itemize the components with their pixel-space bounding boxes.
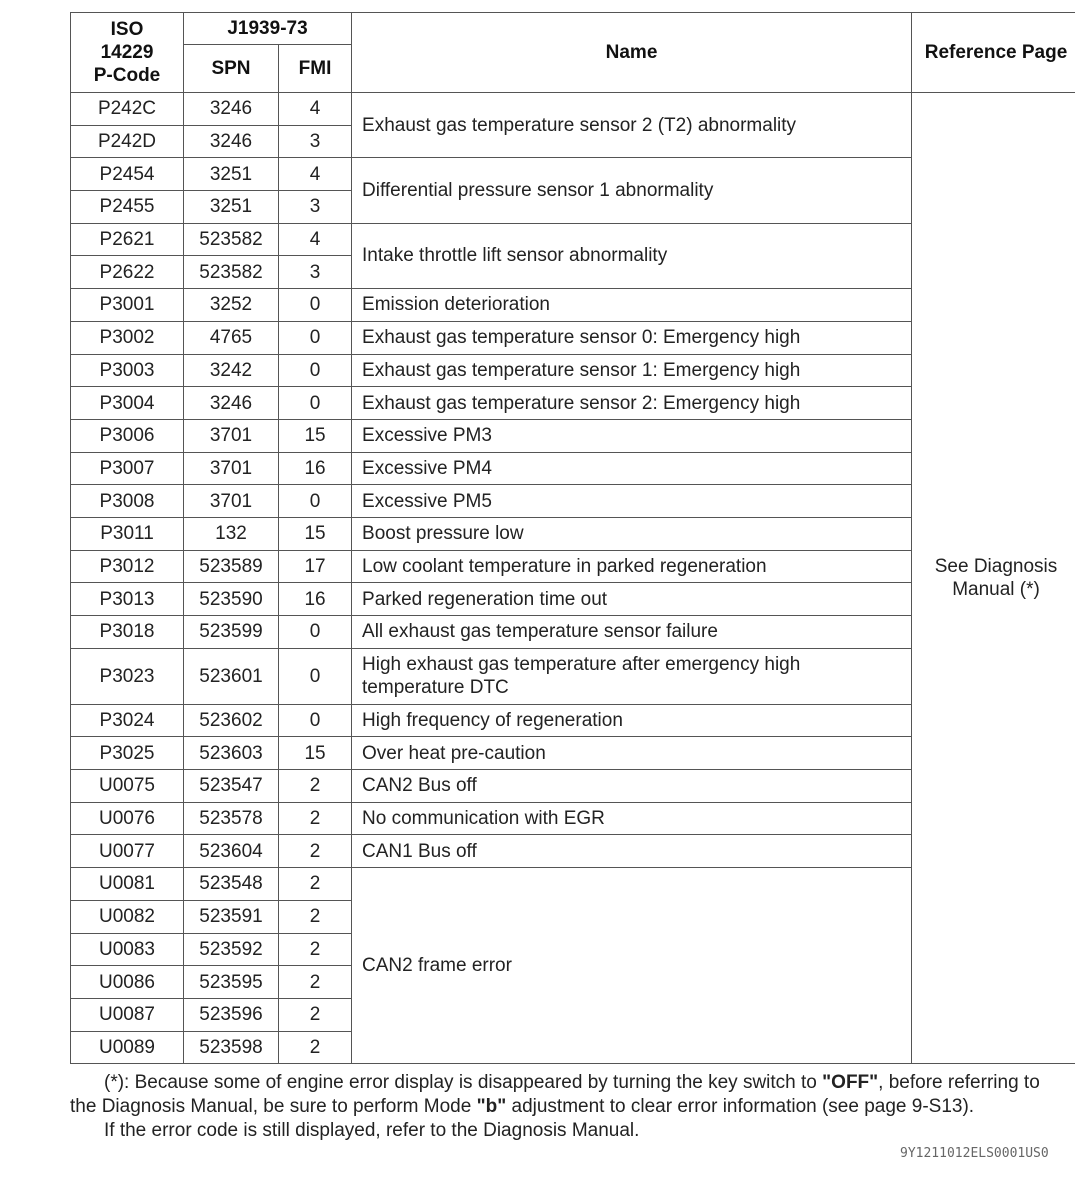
fmi-cell: 15: [279, 419, 352, 452]
table-header: [71, 13, 1075, 93]
name-cell: Excessive PM5: [352, 485, 912, 518]
fmi-cell: 3: [279, 256, 352, 289]
name-cell: Excessive PM4: [352, 452, 912, 485]
spn-cell: 523602: [184, 704, 279, 737]
fmi-cell: 4: [279, 158, 352, 191]
name-cell: CAN2 Bus off: [352, 770, 912, 803]
fmi-cell: 16: [279, 583, 352, 616]
p-code-cell: P3004: [71, 387, 184, 420]
footnote-bold: "OFF": [822, 1072, 879, 1093]
header-reference-page: Reference Page: [912, 13, 1075, 93]
p-code-cell: P3007: [71, 452, 184, 485]
spn-cell: 523592: [184, 933, 279, 966]
spn-cell: 132: [184, 517, 279, 550]
footnote-line-3: If the error code is still displayed, refer to the Diagnosis Manual.: [104, 1120, 640, 1141]
spn-cell: 523590: [184, 583, 279, 616]
fmi-cell: 4: [279, 223, 352, 256]
p-code-cell: U0077: [71, 835, 184, 868]
p-code-cell: P2455: [71, 191, 184, 224]
spn-cell: 3246: [184, 387, 279, 420]
fmi-cell: 2: [279, 966, 352, 999]
table-body: [71, 93, 1075, 1064]
header-j1939: J1939-73: [184, 13, 352, 45]
spn-cell: 3246: [184, 93, 279, 126]
p-code-cell: P3024: [71, 704, 184, 737]
header-spn: SPN: [184, 45, 279, 93]
fmi-cell: 2: [279, 900, 352, 933]
footnote-text: the Diagnosis Manual, be sure to perform Mode: [70, 1096, 477, 1117]
fmi-cell: 17: [279, 550, 352, 583]
p-code-cell: P3003: [71, 354, 184, 387]
fmi-cell: 0: [279, 704, 352, 737]
fmi-cell: 2: [279, 770, 352, 803]
footnote-line-1: [70, 1071, 1075, 1095]
spn-cell: 3251: [184, 158, 279, 191]
footnote-text: adjustment to clear error information (see page 9-S13).: [506, 1096, 975, 1117]
name-cell: Exhaust gas temperature sensor 0: Emergency high: [352, 321, 912, 354]
spn-cell: 523601: [184, 648, 279, 704]
fmi-cell: 4: [279, 93, 352, 126]
p-code-cell: U0086: [71, 966, 184, 999]
header-iso-pcode: ISO 14229 P-Code: [71, 13, 184, 93]
name-cell: Boost pressure low: [352, 517, 912, 550]
name-cell: Low coolant temperature in parked regeneration: [352, 550, 912, 583]
fmi-cell: 0: [279, 485, 352, 518]
name-cell: Intake throttle lift sensor abnormality: [352, 223, 912, 288]
spn-cell: 523599: [184, 616, 279, 649]
fmi-cell: 2: [279, 998, 352, 1031]
p-code-cell: P3012: [71, 550, 184, 583]
name-cell: Exhaust gas temperature sensor 1: Emergency high: [352, 354, 912, 387]
name-cell: High frequency of regeneration: [352, 704, 912, 737]
fmi-cell: 2: [279, 868, 352, 901]
name-cell: Over heat pre-caution: [352, 737, 912, 770]
p-code-cell: P3018: [71, 616, 184, 649]
spn-cell: 3701: [184, 419, 279, 452]
name-cell: Excessive PM3: [352, 419, 912, 452]
p-code-cell: P3011: [71, 517, 184, 550]
footnotes: [70, 1071, 1075, 1143]
p-code-cell: P3008: [71, 485, 184, 518]
spn-cell: 523603: [184, 737, 279, 770]
fmi-cell: 15: [279, 737, 352, 770]
p-code-cell: U0081: [71, 868, 184, 901]
p-code-cell: P2621: [71, 223, 184, 256]
fmi-cell: 3: [279, 191, 352, 224]
fmi-cell: 0: [279, 648, 352, 704]
fmi-cell: 2: [279, 802, 352, 835]
fmi-cell: 0: [279, 354, 352, 387]
spn-cell: 3701: [184, 452, 279, 485]
name-cell: Parked regeneration time out: [352, 583, 912, 616]
p-code-cell: P3006: [71, 419, 184, 452]
footnote-line-2: [70, 1095, 1075, 1119]
p-code-cell: P2454: [71, 158, 184, 191]
fmi-cell: 3: [279, 125, 352, 158]
spn-cell: 523595: [184, 966, 279, 999]
spn-cell: 4765: [184, 321, 279, 354]
p-code-cell: U0087: [71, 998, 184, 1031]
p-code-cell: U0076: [71, 802, 184, 835]
footnote-bold: "b": [476, 1096, 507, 1117]
fmi-cell: 2: [279, 1031, 352, 1064]
p-code-cell: P3025: [71, 737, 184, 770]
p-code-cell: P3023: [71, 648, 184, 704]
document-code: 9Y1211012ELS0001US0: [900, 1146, 1049, 1161]
name-cell: Emission deterioration: [352, 289, 912, 322]
p-code-cell: P3002: [71, 321, 184, 354]
p-code-cell: P2622: [71, 256, 184, 289]
fmi-cell: 0: [279, 321, 352, 354]
header-fmi: FMI: [279, 45, 352, 93]
name-cell: Differential pressure sensor 1 abnormality: [352, 158, 912, 223]
name-cell: Exhaust gas temperature sensor 2: Emergency high: [352, 387, 912, 420]
spn-cell: 523598: [184, 1031, 279, 1064]
p-code-cell: P242D: [71, 125, 184, 158]
p-code-cell: P3013: [71, 583, 184, 616]
name-cell: High exhaust gas temperature after emergency high temperature DTC: [352, 648, 912, 704]
p-code-cell: P242C: [71, 93, 184, 126]
spn-cell: 3252: [184, 289, 279, 322]
reference-page-cell: See Diagnosis Manual (*): [912, 93, 1075, 1064]
name-cell: Exhaust gas temperature sensor 2 (T2) abnormality: [352, 93, 912, 158]
fmi-cell: 2: [279, 835, 352, 868]
p-code-cell: U0082: [71, 900, 184, 933]
table-row: [71, 93, 1075, 126]
spn-cell: 3251: [184, 191, 279, 224]
spn-cell: 523591: [184, 900, 279, 933]
fmi-cell: 15: [279, 517, 352, 550]
spn-cell: 523582: [184, 223, 279, 256]
footnote-text: (*): Because some of engine error display is disappeared by turning the key switch to: [104, 1072, 823, 1093]
spn-cell: 3701: [184, 485, 279, 518]
fmi-cell: 0: [279, 289, 352, 322]
fmi-cell: 2: [279, 933, 352, 966]
p-code-cell: U0075: [71, 770, 184, 803]
footnote-text: , before referring to: [878, 1072, 1040, 1093]
name-cell: CAN2 frame error: [352, 868, 912, 1064]
spn-cell: 523589: [184, 550, 279, 583]
name-cell: CAN1 Bus off: [352, 835, 912, 868]
spn-cell: 3246: [184, 125, 279, 158]
p-code-cell: U0089: [71, 1031, 184, 1064]
spn-cell: 523578: [184, 802, 279, 835]
spn-cell: 523548: [184, 868, 279, 901]
name-cell: All exhaust gas temperature sensor failure: [352, 616, 912, 649]
spn-cell: 523547: [184, 770, 279, 803]
dtc-table: [70, 12, 1075, 1064]
spn-cell: 523596: [184, 998, 279, 1031]
fmi-cell: 16: [279, 452, 352, 485]
fmi-cell: 0: [279, 387, 352, 420]
spn-cell: 3242: [184, 354, 279, 387]
header-name: Name: [352, 13, 912, 93]
spn-cell: 523604: [184, 835, 279, 868]
name-cell: No communication with EGR: [352, 802, 912, 835]
fmi-cell: 0: [279, 616, 352, 649]
spn-cell: 523582: [184, 256, 279, 289]
p-code-cell: P3001: [71, 289, 184, 322]
p-code-cell: U0083: [71, 933, 184, 966]
